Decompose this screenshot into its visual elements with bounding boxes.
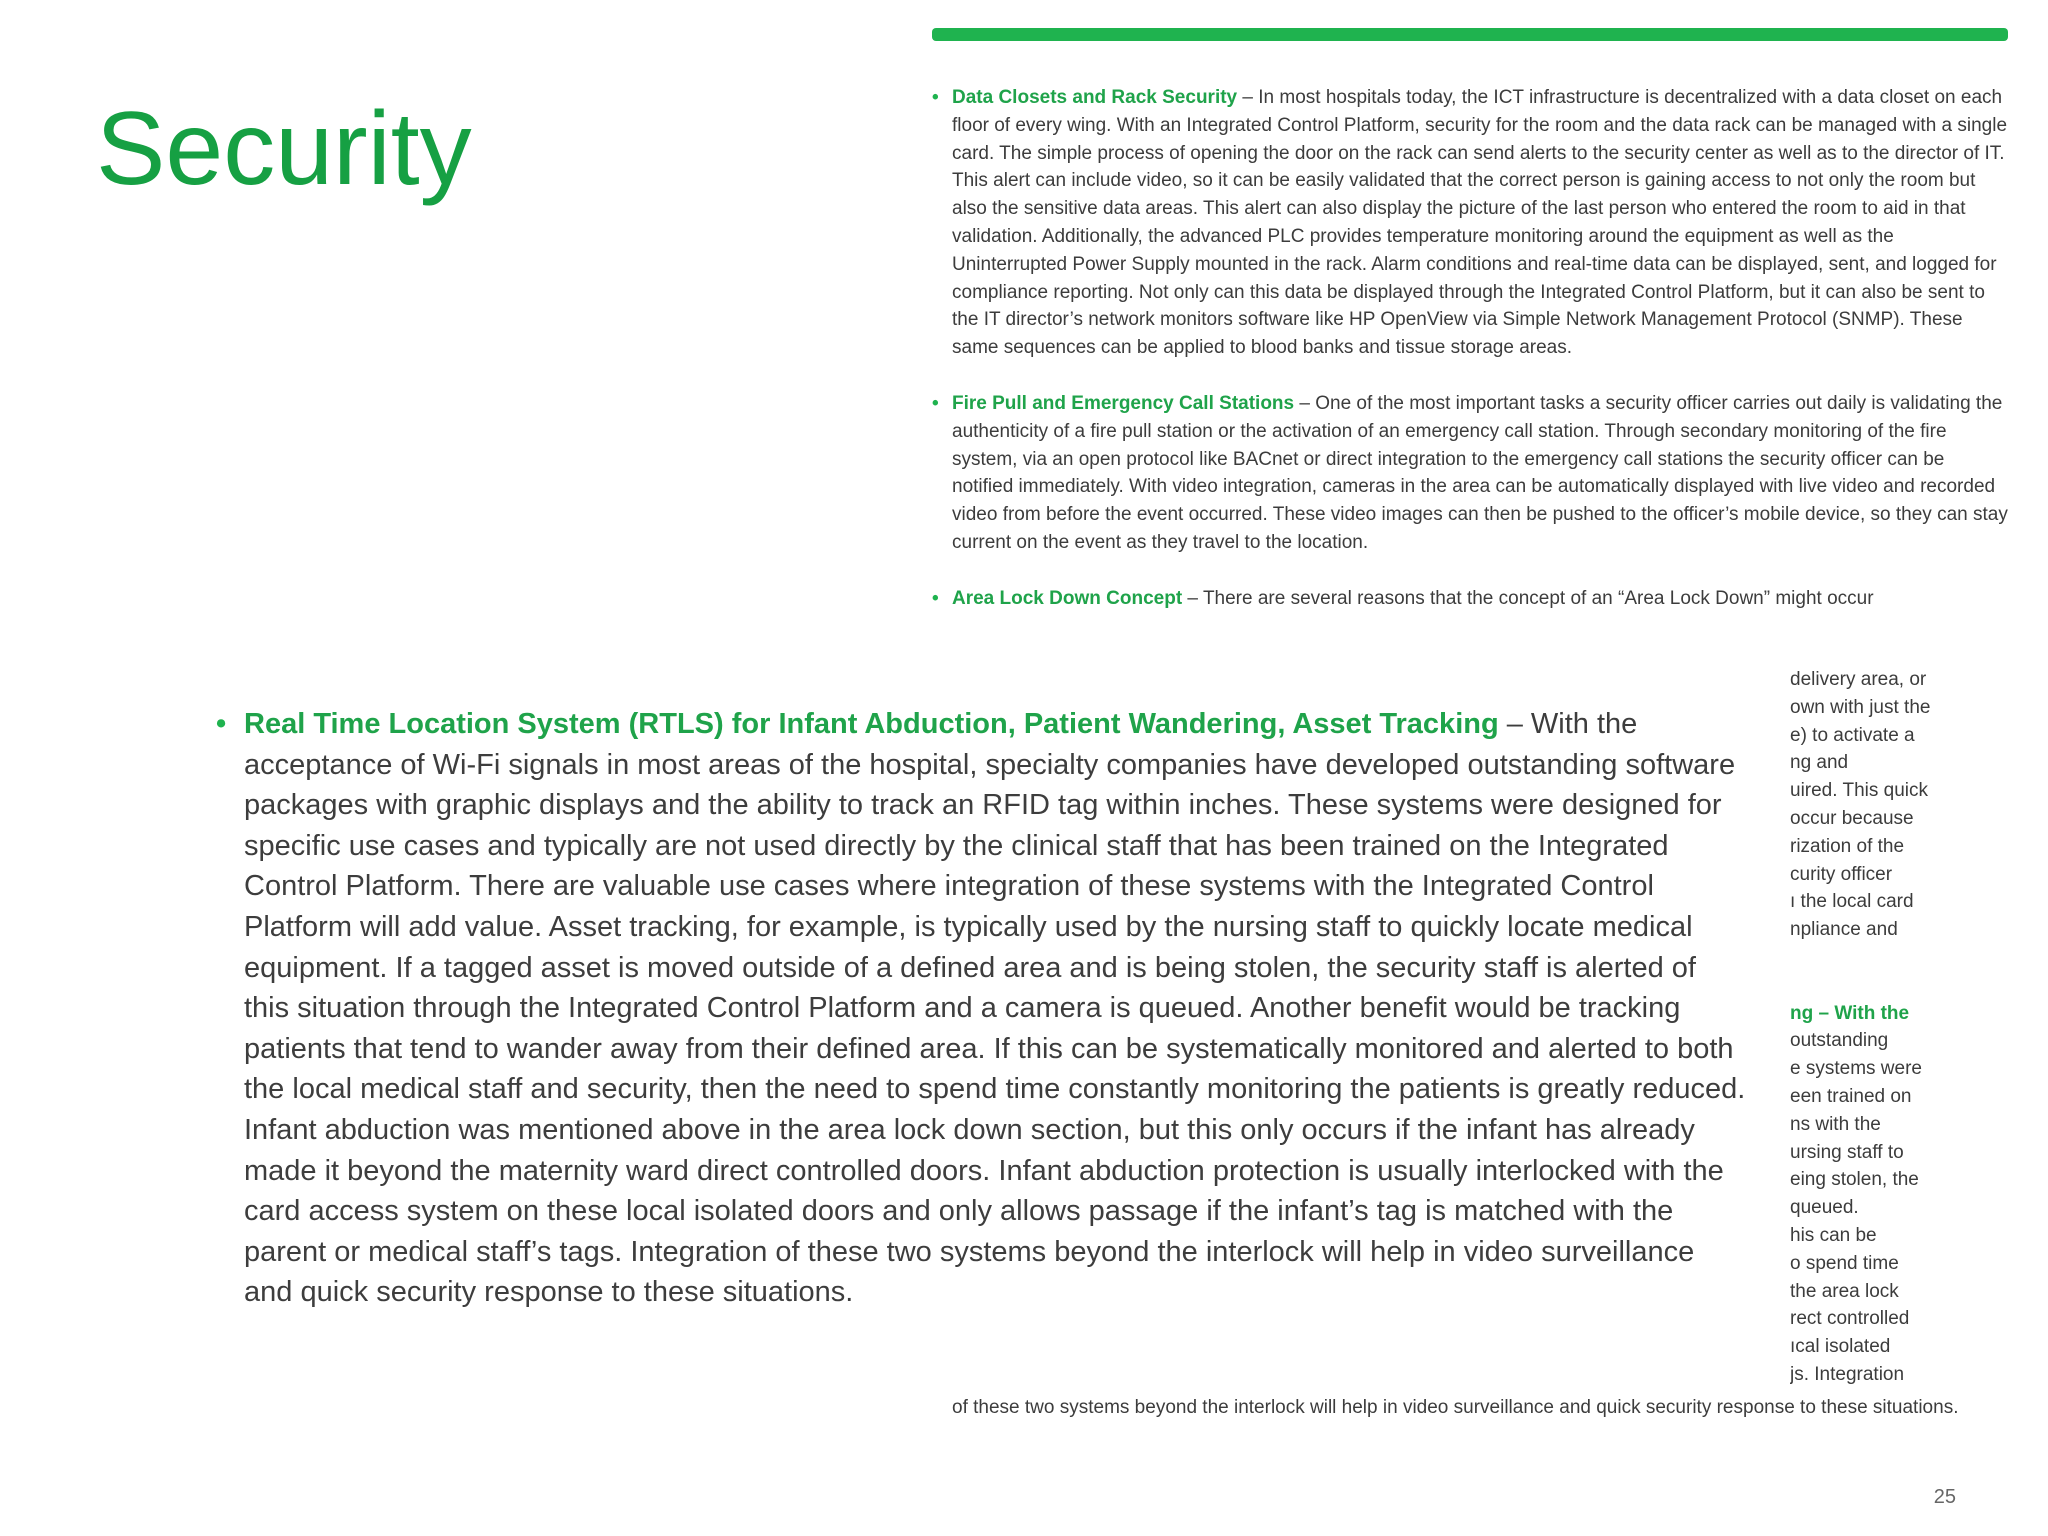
edge-line: delivery area, or	[1790, 669, 1927, 690]
bullet-lead: Fire Pull and Emergency Call Stations	[952, 392, 1295, 414]
bullet-rtls	[216, 704, 1748, 1313]
edge-line: queued.	[1790, 1197, 1859, 1219]
edge-line: een trained on	[1790, 1085, 1912, 1107]
bullet-fire-pull	[932, 390, 2008, 557]
bullet-lead: Real Time Location System (RTLS) for Infant Abduction, Patient Wandering, Asset Tracking	[244, 708, 1499, 740]
document-column	[932, 84, 2008, 641]
edge-line: his can be	[1790, 1224, 1877, 1246]
edge-line: own with just the	[1790, 696, 1931, 718]
edge-line: uired. This quick	[1790, 780, 1928, 802]
edge-line: ns with the	[1790, 1113, 1881, 1135]
edge-line: npliance and	[1790, 919, 1898, 941]
edge-line: curity officer	[1790, 863, 1893, 885]
zoomed-rtls-callout	[200, 686, 1770, 1362]
edge-line: o spend time	[1790, 1252, 1899, 1274]
edge-line: ıcal isolated	[1790, 1336, 1891, 1358]
edge-line: rect controlled	[1790, 1308, 1910, 1330]
column-tail-text: of these two systems beyond the interlock will help in video surveillance and quick security response to these situations.	[952, 1397, 1959, 1418]
bullet-body: – There are several reasons that the concept of an “Area Lock Down” might occur	[1182, 587, 1874, 609]
edge-line	[1790, 944, 2030, 972]
edge-line: js. Integration	[1790, 1363, 1905, 1385]
slide-title: Security	[96, 91, 472, 207]
bullet-lead: Data Closets and Rack Security	[952, 87, 1238, 108]
bullet-body: – One of the most important tasks a security officer carries out daily is validating the authenticity of a fire pull station or the activation of an emergency call station. Through secondary monitoring of the fire system, via an open protocol like BACnet or direct integration to the emergency call stations the security officer can be notified immediately. With video integration, cameras in the area can be automatically displayed with live video and recorded video from before the event occurred. These video images can then be pushed to the officer’s mobile device, so they can stay current on the event as they travel to the location.	[952, 392, 2008, 553]
edge-line: occur because	[1790, 807, 1914, 829]
edge-line: eing stolen, the	[1790, 1169, 1919, 1191]
edge-line: ı the local card	[1790, 891, 1914, 913]
bullet-body: – In most hospitals today, the ICT infrastructure is decentralized with a data closet on each floor of every wing. With an Integrated Control Platform, security for the room and the data rack can be managed with a single card. The simple process of opening the door on the rack can send alerts to the security center as well as to the director of IT. This alert can include video, so it can be easily validated that the correct person is gaining access to not only the room but also the sensitive data areas. This alert can also display the picture of the last person who entered the room to aid in that validation. Additionally, the advanced PLC provides temperature monitoring around the equipment as well as the Uninterrupted Power Supply mounted in the rack. Alarm conditions and real-time data can be displayed, sent, and logged for compliance reporting. Not only can this data be displayed through the Integrated Control Platform, but it can also be sent to the IT director’s network monitors software like HP OpenView via Simple Network Management Protocol (SNMP). These same sequences can be applied to blood banks and tissue storage areas.	[952, 87, 2008, 359]
bullet-body: – With the acceptance of Wi-Fi signals in most areas of the hospital, specialty companies have developed outstanding software packages with graphic displays and the ability to track an RFID tag within inches. These systems were designed for specific use cases and typically are not used directly by the clinical staff that has been trained on the Integrated Control Platform. There are valuable use cases where integration of these systems with the Integrated Control Platform will add value. Asset tracking, for example, is typically used by the nursing staff to quickly locate medical equipment. If a tagged asset is moved outside of a defined area and is being stolen, the security staff is alerted of this situation through the Integrated Control Platform and a camera is queued. Another benefit would be tracking patients that tend to wander away from their defined area. If this can be systematically monitored and alerted to both the local medical staff and security, then the need to spend time constantly monitoring the patients is greatly reduced. Infant abduction was mentioned above in the area lock down section, but this only occurs if the infant has already made it beyond the maternity ward direct controlled doors. Infant abduction protection is usually interlocked with the card access system on these local isolated doors and only allows passage if the infant’s tag is matched with the parent or medical staff’s tags. Integration of these two systems beyond the interlock will help in video surveillance and quick security response to these situations.	[244, 708, 1746, 1309]
page-number: 25	[1933, 1486, 1956, 1508]
bullet-lead: Area Lock Down Concept	[952, 587, 1183, 609]
edge-line: e) to activate a	[1790, 724, 1915, 746]
edge-line: ng and	[1790, 752, 1849, 774]
edge-line: outstanding	[1790, 1030, 1889, 1052]
bullet-data-closets	[932, 84, 2008, 362]
edge-line: ursing staff to	[1790, 1141, 1904, 1163]
occluded-column-edge	[1790, 666, 2030, 1396]
edge-line	[1790, 972, 2030, 1000]
edge-line: the area lock	[1790, 1280, 1899, 1302]
edge-line: rization of the	[1790, 835, 1905, 857]
bullet-area-lock-down	[932, 585, 2008, 613]
edge-line: e systems were	[1790, 1058, 1922, 1080]
edge-line: ng – With the	[1790, 1002, 1910, 1024]
top-accent-rule	[932, 28, 2008, 41]
